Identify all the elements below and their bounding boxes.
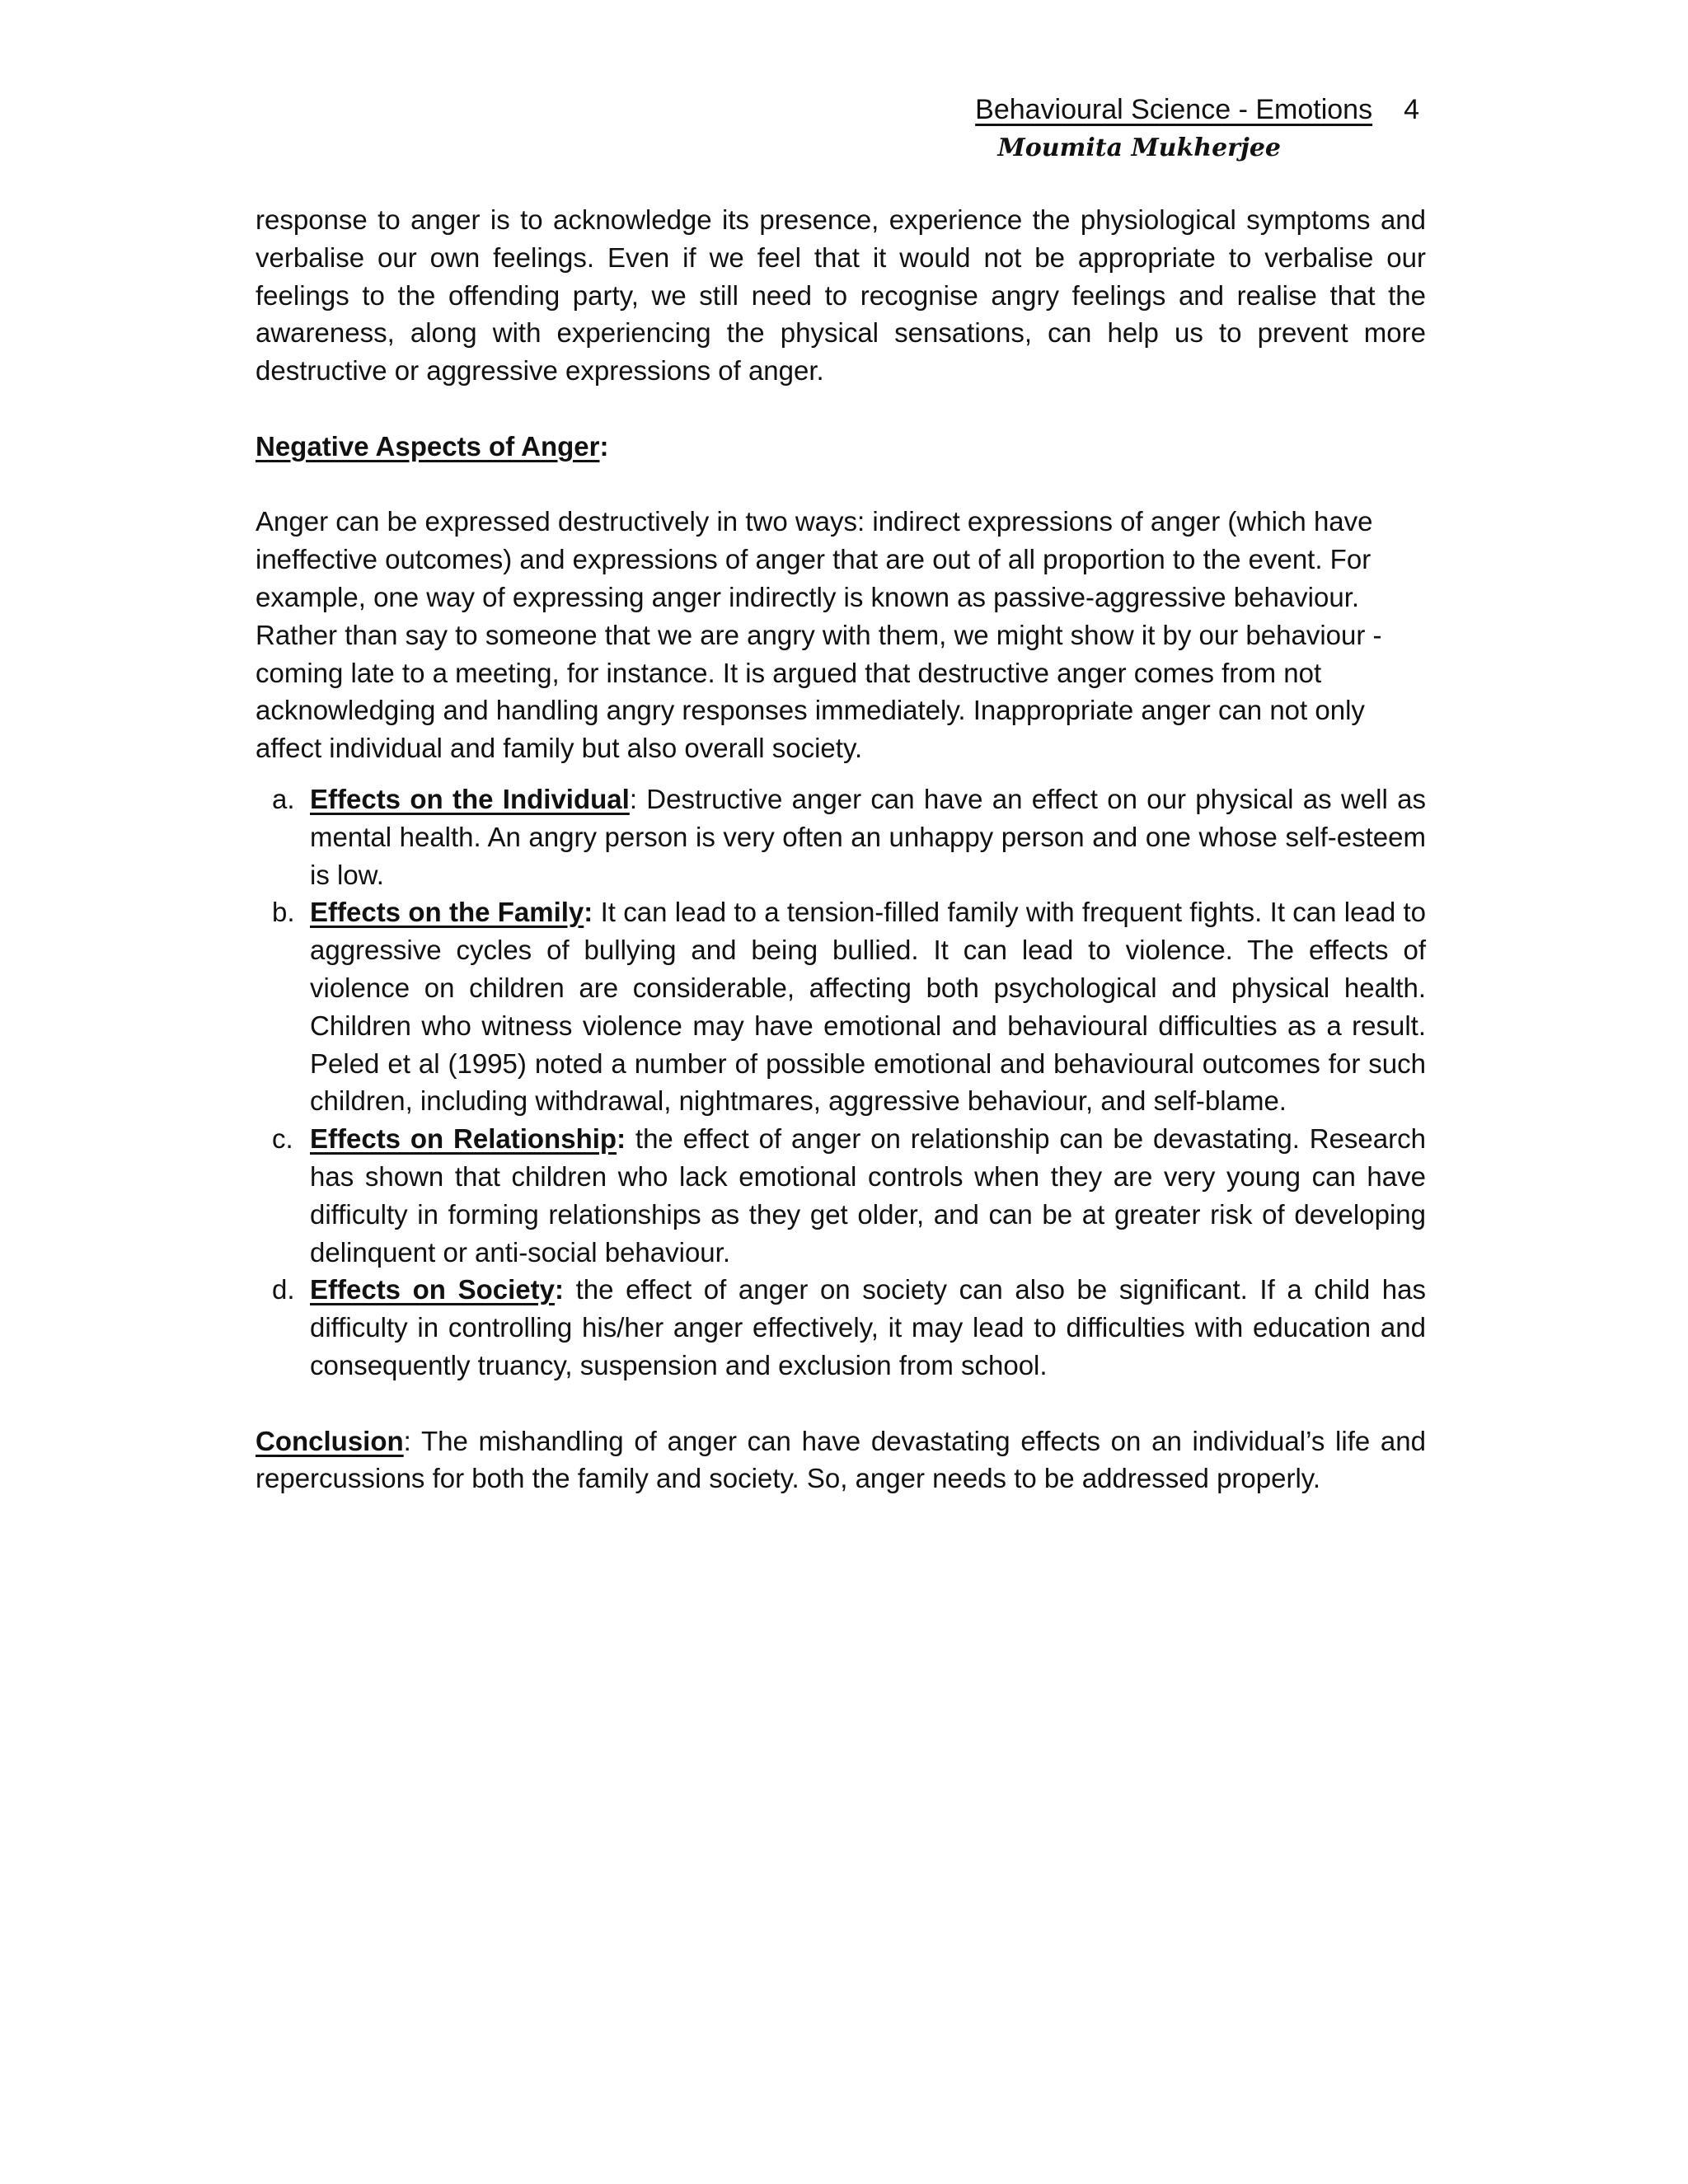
page-header: [678, 92, 1419, 127]
term-text: Effects on Relationship: [310, 1123, 617, 1155]
intro-paragraph: response to anger is to acknowledge its presence, experience the physiological symptoms and verbalise our own feelings. Even if we feel that it would not be appropriate to verbalise our feelings to the offending party, we still need to recognise angry feelings and realise that the awareness, along with experiencing the physical sensations, can help us to prevent more destructive or aggressive expressions of anger.: [256, 204, 1426, 387]
list-item: [256, 893, 1426, 1120]
term-colon: :: [584, 897, 593, 928]
list-marker: b.: [272, 897, 295, 928]
conclusion-label: [256, 1426, 404, 1456]
term-text: Effects on the Family: [310, 897, 584, 928]
list-item-text: the effect of anger on society can also be significant. If a child has difficulty in controlling his/her anger effectively, it may lead to difficulties with education and consequently truancy, suspension and exclusion from school.: [310, 1274, 1426, 1380]
author-signature: Moumita Mukherjee: [997, 134, 1281, 162]
list-item-term: [310, 897, 593, 927]
list-item: [256, 1271, 1426, 1384]
list-item-term: [310, 1123, 626, 1154]
list-marker: d.: [272, 1274, 295, 1305]
section-heading: [256, 428, 1426, 466]
list-item-term: [310, 784, 630, 814]
list-item-text: the effect of anger on relationship can be devastating. Research has shown that children who lack emotional controls when they are very young can have difficulty in forming relationships as they get older, and can be at greater risk of developing delinquent or anti-social behaviour.: [310, 1123, 1426, 1268]
negative-aspects-paragraph: Anger can be expressed destructively in two ways: indirect expressions of anger (which have ineffective outcomes) and expressions of anger that are out of all proportion to the event. For example, one way of expressing anger indirectly is known as passive-aggressive behaviour. Rather than say to someone that we are angry with them, we might show it by our behaviour - coming late to a meeting, for instance. It is argued that destructive anger comes from not acknowledging and handling angry responses immediately. Inappropriate anger can not only affect individual and family but also overall society.: [256, 506, 1382, 764]
header-title-line: [678, 92, 1419, 127]
list-marker: a.: [272, 783, 295, 814]
page-number: 4: [1404, 94, 1419, 125]
term-text: Effects on the Individual: [310, 783, 630, 814]
page-content: [256, 201, 1426, 1497]
conclusion-paragraph: [256, 1422, 1426, 1498]
list-item-term: [310, 1274, 564, 1305]
list-marker: c.: [272, 1123, 293, 1155]
term-colon: :: [629, 783, 637, 814]
spacer: [256, 1385, 1426, 1422]
effects-list: [256, 780, 1426, 1385]
list-item: [256, 780, 1426, 893]
section-heading-colon: :: [599, 430, 609, 462]
list-item-text: It can lead to a tension-filled family with frequent fights. It can lead to aggressive cycles of bullying and being bullied. It can lead to violence. The effects of violence on children are considerable, affecting both psychological and physical health. Children who witness violence may have emotional and behavioural difficulties as a result. Peled et al (1995) noted a number of possible emotional and behavioural outcomes for such children, including withdrawal, nightmares, aggressive behaviour, and self-blame.: [310, 897, 1426, 1117]
list-item: [256, 1120, 1426, 1271]
conclusion-text: : The mishandling of anger can have devastating effects on an individual’s life and repercussions for both the family and society. So, anger needs to be addressed properly.: [256, 1425, 1426, 1494]
document-title: Behavioural Science - Emotions: [975, 94, 1373, 125]
spacer: [256, 767, 1426, 780]
section-heading-text: Negative Aspects of Anger: [256, 430, 600, 462]
spacer: [256, 390, 1426, 428]
spacer: [256, 466, 1426, 504]
list-item-text: Destructive anger can have an effect on our physical as well as mental health. An angry person is very often an unhappy person and one whose self-esteem is low.: [310, 783, 1426, 890]
term-colon: :: [617, 1123, 626, 1155]
conclusion-label-text: Conclusion: [256, 1425, 404, 1456]
term-text: Effects on Society: [310, 1274, 555, 1305]
term-colon: :: [554, 1274, 564, 1305]
